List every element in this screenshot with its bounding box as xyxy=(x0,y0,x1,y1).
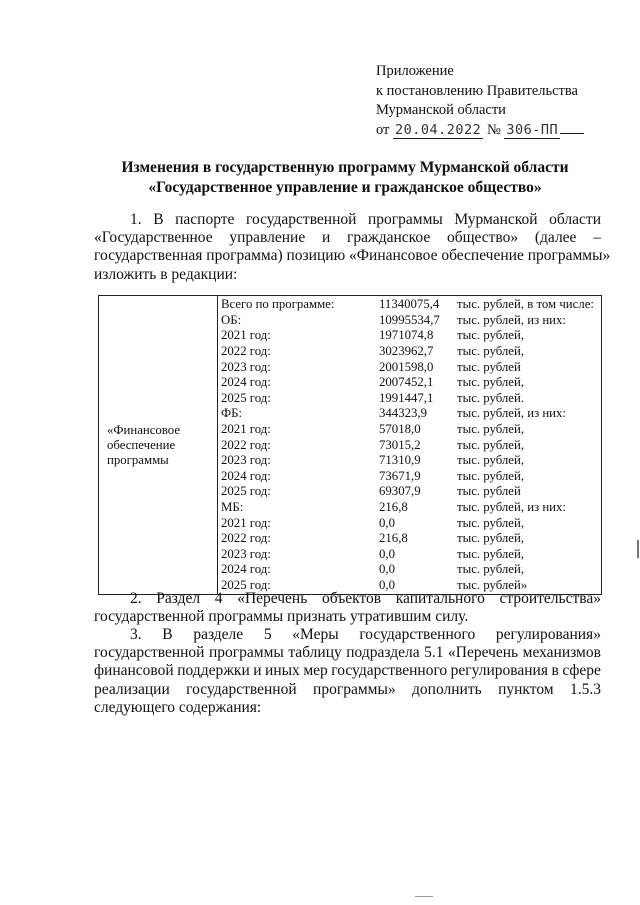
finance-row-amount: 3023962,7 xyxy=(379,344,434,359)
finance-row xyxy=(218,437,601,453)
finance-row-unit: тыс. рублей» xyxy=(457,577,528,592)
word: государственной xyxy=(186,680,297,698)
number-prefix: № xyxy=(486,121,501,138)
word: капитального xyxy=(395,590,485,607)
word: государственной xyxy=(245,211,357,228)
finance-row-label: 2023 год: xyxy=(221,546,271,561)
word: В xyxy=(153,211,164,228)
word: иных xyxy=(265,662,300,680)
number-value: 306-ПП xyxy=(506,121,559,138)
finance-row xyxy=(218,344,601,360)
finance-row-label: МБ: xyxy=(221,500,244,515)
appendix-date-line xyxy=(376,121,584,141)
finance-row-unit: тыс. рублей, xyxy=(457,515,525,530)
word: 2. xyxy=(130,590,142,607)
word: 1. xyxy=(130,211,142,228)
finance-row-label: 2025 год: xyxy=(221,484,271,499)
finance-row xyxy=(218,406,601,422)
finance-row-label: 2024 год: xyxy=(221,468,271,483)
finance-row-amount: 216,8 xyxy=(379,500,408,515)
finance-row-amount: 71310,9 xyxy=(379,453,421,468)
scan-bottom-mark xyxy=(415,896,433,897)
finance-row-unit: тыс. рублей xyxy=(457,484,521,499)
finance-row xyxy=(218,391,601,407)
finance-row-amount: 0,0 xyxy=(379,515,395,530)
word: государственного xyxy=(331,662,448,680)
word: разделе xyxy=(193,626,244,643)
finance-row-unit: тыс. рублей, xyxy=(457,531,525,546)
paragraph-2-line-2: государственной программы признать утратившим силу. xyxy=(94,608,469,626)
finance-row-label: 2021 год: xyxy=(221,515,271,530)
paragraph-3-line-2 xyxy=(94,644,601,662)
finance-row-amount: 0,0 xyxy=(379,546,395,561)
paragraph-2 xyxy=(94,590,601,626)
word: таблицу xyxy=(288,644,342,662)
word: регулирования» xyxy=(495,626,601,643)
finance-row xyxy=(218,297,601,313)
finance-row-unit: тыс. рублей, xyxy=(457,344,525,359)
word: 3. xyxy=(130,626,142,643)
finance-row-amount: 69307,9 xyxy=(379,484,421,499)
finance-label-line: «Финансовое xyxy=(107,422,181,437)
paragraph-1-line-4: изложить в редакции: xyxy=(94,265,238,283)
finance-row-label: 2024 год: xyxy=(221,375,271,390)
date-value: 20.04.2022 xyxy=(395,121,482,138)
word: области xyxy=(549,211,601,228)
finance-row-unit: тыс. рублей, xyxy=(457,546,525,561)
word: дополнить xyxy=(412,680,482,698)
word: «Меры xyxy=(292,626,339,643)
word: сфере xyxy=(562,662,601,680)
word: подраздела xyxy=(346,644,420,662)
finance-row-unit: тыс. рублей, из них: xyxy=(457,500,566,515)
word: – xyxy=(593,229,601,247)
finance-row-label: 2021 год: xyxy=(221,328,271,343)
word: 5.1 xyxy=(424,644,444,662)
finance-row-amount: 57018,0 xyxy=(379,422,421,437)
date-prefix: от xyxy=(376,121,390,138)
finance-row-unit: тыс. рублей, xyxy=(457,437,525,452)
finance-row-unit: тыс. рублей, xyxy=(457,562,525,577)
finance-row xyxy=(218,500,601,516)
finance-row-unit: тыс. рублей, из них: xyxy=(457,406,566,421)
finance-row xyxy=(218,313,601,329)
word: в xyxy=(551,662,559,680)
finance-row-amount: 1991447,1 xyxy=(379,390,434,405)
finance-values-cell xyxy=(218,296,602,595)
word: и xyxy=(321,229,331,247)
word: поддержки xyxy=(177,662,250,680)
finance-row-label: 2025 год: xyxy=(221,390,271,405)
finance-row xyxy=(218,547,601,563)
finance-label-line: обеспечение xyxy=(107,437,176,452)
finance-row-amount: 0,0 xyxy=(379,577,395,592)
paragraph-1-line-2 xyxy=(94,229,601,247)
title-line-2: «Государственное управление и гражданское общество» xyxy=(148,179,542,196)
appendix-title: Приложение xyxy=(376,63,454,79)
word: «Перечень xyxy=(448,644,519,662)
finance-row-label: 2023 год: xyxy=(221,453,271,468)
finance-row-unit: тыс. рублей, xyxy=(457,328,525,343)
finance-row-label: 2022 год: xyxy=(221,531,271,546)
finance-label-line: программы xyxy=(107,452,169,467)
paragraph-1-line-3: государственная программа) позицию «Финансовое обеспечение программы» xyxy=(94,247,611,265)
finance-row-label: 2023 год: xyxy=(221,359,271,374)
finance-row-unit: тыс. рублей xyxy=(457,359,521,374)
paragraph-3-line-3 xyxy=(94,662,601,680)
paragraph-3 xyxy=(94,626,601,717)
word: «Государственное xyxy=(94,229,213,247)
word: реализации xyxy=(94,680,170,698)
finance-row-unit: тыс. рублей, в том числе: xyxy=(457,297,594,312)
finance-row-amount: 2007452,1 xyxy=(379,375,434,390)
word: государственного xyxy=(359,626,476,643)
paragraph-1-line-1 xyxy=(94,211,601,229)
word: Раздел xyxy=(156,590,201,607)
word: 4 xyxy=(214,590,223,607)
word: государственной xyxy=(94,644,205,662)
word: финансовой xyxy=(94,662,174,680)
document-title xyxy=(90,158,600,198)
word: объектов xyxy=(321,590,382,607)
finance-row-amount: 73671,9 xyxy=(379,468,421,483)
finance-row-unit: тыс. рублей. xyxy=(457,390,525,405)
paragraph-2-line-1 xyxy=(94,590,601,608)
finance-row-label: 2022 год: xyxy=(221,437,271,452)
paragraph-3-line-4 xyxy=(94,681,601,699)
finance-row xyxy=(218,562,601,578)
word: механизмов xyxy=(522,644,601,662)
finance-row-label: 2024 год: xyxy=(221,562,271,577)
word: В xyxy=(162,626,173,643)
word: мер xyxy=(303,662,328,680)
word: программы» xyxy=(313,680,396,698)
finance-row-label: ОБ: xyxy=(221,312,242,327)
appendix-block xyxy=(376,62,584,140)
paragraph-3-line-5: следующего содержания: xyxy=(94,698,262,716)
paragraph-1 xyxy=(94,211,611,284)
word: гражданское xyxy=(347,229,431,247)
finance-row-label: 2022 год: xyxy=(221,344,271,359)
finance-row xyxy=(218,328,601,344)
finance-rows xyxy=(218,297,601,593)
word: пунктом xyxy=(498,680,554,698)
finance-row xyxy=(218,375,601,391)
finance-row xyxy=(218,484,601,500)
finance-row-amount: 2001598,0 xyxy=(379,359,434,374)
word: регулирования xyxy=(450,662,548,680)
word: программы xyxy=(368,211,443,228)
finance-row xyxy=(218,359,601,375)
finance-row-amount: 1971074,8 xyxy=(379,328,434,343)
finance-row xyxy=(218,422,601,438)
finance-label-cell xyxy=(99,296,218,595)
appendix-region-line: Мурманской области xyxy=(376,102,506,118)
finance-row-label: 2025 год: xyxy=(221,577,271,592)
word: паспорте xyxy=(175,211,235,228)
number-underline xyxy=(560,132,584,134)
word: «Перечень xyxy=(237,590,308,607)
finance-row-amount: 73015,2 xyxy=(379,437,421,452)
finance-row-amount: 11340075,4 xyxy=(379,297,440,312)
finance-row-amount: 344323,9 xyxy=(379,406,427,421)
paragraph-3-line-1 xyxy=(94,626,601,644)
word: программы xyxy=(208,644,284,662)
finance-table xyxy=(98,295,602,595)
finance-row-amount: 10995534,7 xyxy=(379,312,440,327)
word: управление xyxy=(229,229,306,247)
appendix-decree-line: к постановлению Правительства xyxy=(376,82,578,99)
word: 5 xyxy=(263,626,272,643)
title-line-1: Изменения в государственную программу Мурманской области xyxy=(121,159,569,176)
finance-row-unit: тыс. рублей, xyxy=(457,453,525,468)
scan-edge-mark xyxy=(637,540,639,558)
finance-row xyxy=(218,531,601,547)
word: (далее xyxy=(534,229,577,247)
word: строительства» xyxy=(499,590,601,607)
finance-row-amount: 0,0 xyxy=(379,562,395,577)
finance-row-unit: тыс. рублей, xyxy=(457,422,525,437)
finance-row xyxy=(218,515,601,531)
finance-row-label: 2021 год: xyxy=(221,422,271,437)
finance-row-label: Всего по программе: xyxy=(221,297,335,312)
finance-row xyxy=(218,453,601,469)
word: Мурманской xyxy=(454,211,538,228)
finance-row-label: ФБ: xyxy=(221,406,243,421)
finance-row-unit: тыс. рублей, xyxy=(457,468,525,483)
finance-row-unit: тыс. рублей, из них: xyxy=(457,312,566,327)
word: 1.5.3 xyxy=(570,680,601,698)
finance-row-unit: тыс. рублей, xyxy=(457,375,525,390)
word: и xyxy=(253,662,262,680)
finance-row xyxy=(218,469,601,485)
finance-row-amount: 216,8 xyxy=(379,531,408,546)
word: общество» xyxy=(446,229,519,247)
